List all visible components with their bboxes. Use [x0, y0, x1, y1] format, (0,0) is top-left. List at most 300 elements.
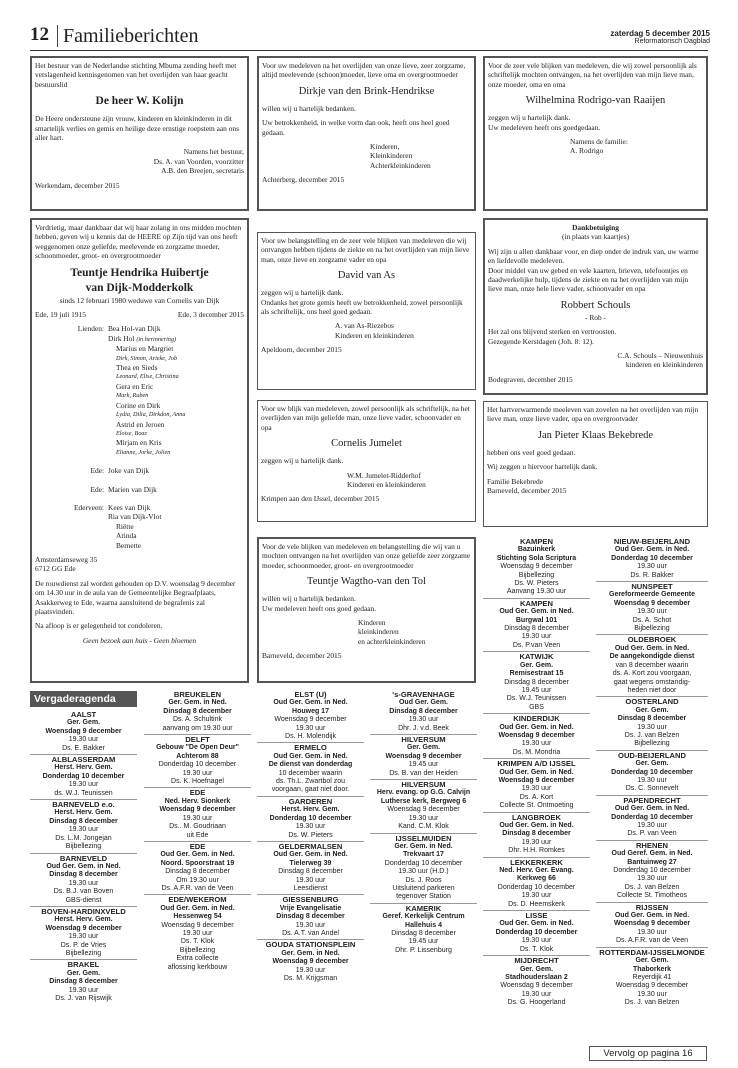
agenda-entry — [257, 895, 364, 940]
agenda-detail: Ds. G. Hoogerland — [507, 999, 566, 1007]
agenda-place: OLDEBROEK — [627, 635, 677, 645]
agenda-column-5 — [483, 537, 590, 1009]
agenda-church: Ger. Gem. — [635, 957, 669, 965]
agenda-entry — [483, 714, 590, 759]
agenda-detail: Ds. W. Pieters — [288, 831, 333, 839]
relative-name: Gera en Eric — [116, 381, 154, 391]
agenda-date: Kerkweg 66 — [517, 875, 556, 883]
agenda-place: BARNEVELD — [59, 853, 108, 863]
section-title: Familieberichten — [63, 25, 199, 47]
agenda-entry — [370, 904, 477, 956]
agenda-place: KRIMPEN A/D IJSSEL — [497, 759, 576, 769]
issue-date: zaterdag 5 december 2015 — [610, 29, 710, 38]
signature-line: kleinkinderen — [358, 627, 399, 637]
agenda-column-2 — [144, 690, 251, 973]
signature-line: kinderen en kleinkinderen — [625, 360, 703, 370]
agenda-date: Stichting Sola Scriptura — [496, 554, 577, 562]
agenda-date: Bantuinweg 27 — [627, 858, 677, 866]
relative-name: Bernette — [116, 540, 142, 550]
notice-schouls — [483, 218, 708, 395]
notice-body: Ondanks het grote gemis heeft uw betrokkenheid, zowel persoonlijk als schriftelijk, ons heel goed gedaan. — [261, 297, 463, 317]
agenda-detail: ds. Th.L. Zwartbol zou — [275, 778, 346, 786]
notice-intro: Voor uw blijk van medeleven, zowel persoonlijk als schriftelijk, na het overlijden van mijn geliefde man, onze lieve vader, schoonvader en opa — [261, 404, 470, 432]
agenda-detail: 10 december waarin — [278, 769, 343, 777]
agenda-entry — [483, 813, 590, 858]
agenda-date: Lutherse kerk, Bergweg 6 — [380, 797, 467, 805]
deceased-name: David van As — [337, 270, 396, 282]
agenda-entry — [596, 841, 708, 903]
signature-line: A. Rodrigo — [570, 146, 604, 156]
agenda-place: GIESSENBURG — [282, 895, 339, 905]
agenda-detail: voorgaan, gaat niet door. — [271, 786, 350, 794]
agenda-church: Herv. evang. op G.G. Calvijn — [376, 789, 471, 797]
notice-subtitle: (in plaats van kaartjes) — [561, 232, 630, 242]
agenda-detail: Ds. E. Bakker — [62, 744, 105, 752]
agenda-entry — [257, 842, 364, 895]
relative-name: Mirjam en Kris — [116, 438, 162, 448]
agenda-entry — [30, 960, 137, 1004]
agenda-detail: ds. A. Kort zou voorgaan, — [612, 670, 692, 678]
agenda-detail: Dinsdag 8 december — [278, 868, 343, 876]
agenda-church: Oud Ger. Gem. in Ned. — [499, 822, 574, 829]
agenda-detail: 19.30 uur — [521, 740, 552, 748]
agenda-date: Dinsdag 8 december — [389, 707, 458, 715]
agenda-detail: Dhr. H.H. Romkes — [508, 847, 565, 855]
agenda-date: Woensdag 9 december — [498, 731, 575, 739]
agenda-church: Oud Geref. Gem. in Ned. — [611, 850, 693, 858]
agenda-place: IJSSELMUIDEN — [395, 833, 452, 843]
agenda-detail: aanvang om 19.30 uur — [162, 724, 233, 732]
agenda-place: EDE — [189, 841, 206, 851]
agenda-detail: Ds. A.T. van Andel — [282, 929, 339, 937]
deceased-name-line2: van Dijk-Modderkolk — [85, 281, 194, 294]
agenda-church: Ger. Gem. — [635, 706, 669, 714]
notice-van-as — [257, 232, 476, 390]
relative-name: Ria van Dijk-Vlot — [108, 512, 162, 522]
agenda-church: Ger. Gem. in Ned. — [281, 949, 340, 957]
agenda-detail: Leesdienst — [293, 884, 328, 892]
deceased-name: Jan Pieter Klaas Bekebrede — [537, 429, 654, 441]
agenda-date: Dinsdag 8 december — [276, 913, 345, 921]
agenda-place: NUNSPEET — [631, 582, 673, 592]
agenda-date: Donderdag 10 december — [611, 813, 693, 821]
agenda-date: Hallehuis 4 — [405, 921, 442, 929]
notice-body: Uw medeleven heeft ons goed gedaan. — [262, 603, 377, 613]
agenda-place: ERMELO — [294, 743, 327, 753]
signature-line: Familie Bekebrede — [487, 476, 544, 486]
agenda-detail: Aanvang 19.30 uur — [506, 588, 567, 596]
agenda-place: GARDEREN — [288, 796, 333, 806]
notice-bekebrede — [483, 401, 708, 527]
agenda-detail: 19.30 uur — [182, 814, 213, 822]
agenda-detail: Woensdag 9 december — [500, 982, 573, 990]
agenda-church: Ger. Gem. — [519, 661, 554, 669]
agenda-entry — [596, 635, 708, 697]
agenda-detail: Ds. A.F.R. van de Veen — [616, 937, 688, 945]
agenda-detail: 19.30 uur — [295, 966, 326, 974]
agenda-detail: 19.30 uur — [68, 736, 99, 744]
agenda-detail: Ds. M. Mondria — [512, 748, 561, 756]
agenda-detail: Ds. P.van Veen — [512, 641, 561, 649]
place-date: Barneveld, december 2015 — [262, 651, 342, 661]
agenda-church: Ger. Gem. — [519, 965, 554, 973]
agenda-detail: Collecte St. Ontmoeting — [499, 802, 574, 810]
signature-line: W.M. Jumelet-Ridderhof — [347, 470, 421, 480]
agenda-detail: 19.30 uur — [637, 990, 667, 998]
agenda-detail: 19.30 uur — [295, 724, 326, 732]
notice-title: Dankbetuiging — [572, 223, 619, 232]
notice-intro: Voor uw medeleven na het overlijden van onze lieve, zeer zorgzame, altijd meelevende (schoon)moeder, lieve oma en overgrootmoeder — [262, 61, 466, 80]
agenda-detail: Ds.. M. Goudriaan — [169, 823, 226, 831]
agenda-church: Ned. Herv. Sionkerk — [164, 797, 231, 805]
agenda-entry — [596, 903, 708, 948]
agenda-entry — [596, 582, 708, 635]
agenda-detail: Bijbellezing — [634, 625, 670, 633]
signature-line: A.B. den Breejen, secretaris — [161, 166, 244, 176]
agenda-date: Donderdag 10 december — [611, 768, 693, 776]
agenda-entry — [370, 834, 477, 904]
agenda-detail: 19.30 uur — [68, 781, 99, 789]
agenda-date: Stadhouderslaan 2 — [505, 973, 568, 981]
agenda-church: Oud Ger. Gem. in Ned. — [499, 920, 574, 928]
page-number: 12 — [30, 24, 49, 45]
place-date: Barneveld, december 2015 — [487, 486, 567, 496]
agenda-church: Bazuinkerk — [517, 546, 556, 554]
relative-name: Thea en Sieds — [116, 363, 158, 373]
agenda-title: Vergaderagenda — [30, 691, 137, 707]
signature-line: Kinderen en kleinkinderen — [335, 330, 414, 340]
agenda-detail: 19.45 uur — [408, 938, 439, 946]
deceased-name: Wilhelmina Rodrigo-van Raaijen — [525, 95, 666, 107]
agenda-date: Remisestraat 15 — [509, 670, 564, 678]
notice-body: Uw medeleven heeft ons goedgedaan. — [488, 122, 601, 132]
agenda-detail: 19.30 uur — [637, 875, 667, 883]
relative-name: Marius en Margriet — [116, 344, 174, 354]
place-date: Bodegraven, december 2015 — [488, 374, 573, 384]
agenda-place: KAMERIK — [405, 903, 442, 913]
agenda-detail: Ds. P. van Veen — [627, 830, 677, 838]
agenda-detail: GBS-dienst — [65, 896, 102, 904]
agenda-detail: 19.30 uur — [408, 814, 439, 822]
agenda-entry — [483, 599, 590, 652]
agenda-entry — [257, 690, 364, 743]
agenda-date: Dinsdag 8 december — [49, 817, 118, 825]
agenda-detail: Dhr. P. Lissenburg — [395, 946, 452, 954]
agenda-detail: aflossing kerkbouw — [167, 963, 228, 971]
agenda-place: RIJSSEN — [635, 902, 669, 912]
notice-jumelet — [257, 400, 476, 522]
agenda-entry — [483, 759, 590, 812]
agenda-church: Oud Ger. Gem. in Ned. — [46, 862, 121, 870]
agenda-entry — [370, 780, 477, 833]
address-line: Amsterdamseweg 35 — [35, 554, 98, 564]
agenda-date: Tielerweg 39 — [289, 859, 332, 867]
agenda-detail: Woensdag 9 december — [500, 563, 573, 571]
notice-body: Uw betrokkenheid, in welke vorm dan ook, heeft ons heel goed gedaan. — [262, 118, 450, 137]
place-date: Werkendam, december 2015 — [35, 180, 120, 190]
notice-kolijn — [30, 56, 249, 211]
agenda-detail: 19.30 uur — [521, 838, 552, 846]
agenda-detail: Ds. P. de Vries — [60, 941, 107, 949]
agenda-place: BARNEVELD e.o. — [52, 800, 115, 810]
notice-body: De Heere ondersteune zijn vrouw, kinderen en kleinkinderen in dit smartelijk verlies en gemis en heilige deze ernstige roepstem aan ons aller hart. — [35, 114, 239, 143]
thanks-line: willen wij u hartelijk bedanken. — [262, 594, 356, 604]
relative-name: Dirk Hol (in herinnering) — [108, 333, 177, 343]
agenda-detail: 19.30 uur — [68, 826, 99, 834]
agenda-place: KATWIJK — [519, 652, 554, 662]
agenda-church: Ger. Gem. — [66, 969, 101, 977]
agenda-detail: Ds. H. Molendijk — [285, 733, 336, 741]
agenda-date: Burgwal 101 — [515, 616, 558, 624]
agenda-place: KAMPEN — [520, 598, 553, 608]
agenda-church: Herst. Herv. Gem. — [54, 809, 113, 817]
agenda-detail: van 8 december waarin — [615, 661, 689, 669]
agenda-place: KINDERDIJK — [513, 714, 560, 724]
thanks-line: zeggen wij u hartelijk dank. — [261, 456, 344, 466]
agenda-date: Woensdag 9 december — [613, 920, 691, 928]
notice-van-dijk — [30, 218, 249, 683]
agenda-detail: Dhr. J. v.d. Beek — [398, 724, 449, 732]
agenda-entry — [30, 907, 137, 960]
agenda-entry — [483, 537, 590, 599]
agenda-date: Woensdag 9 december — [272, 958, 349, 966]
agenda-detail: Ds. M. Krijgsman — [283, 975, 338, 982]
notice-raaijen — [483, 56, 708, 211]
agenda-detail: Ds. J. van Rijswijk — [55, 995, 112, 1002]
agenda-detail: 19.30 uur — [408, 716, 439, 724]
agenda-date: Dinsdag 8 december — [49, 978, 118, 986]
agenda-detail: Dinsdag 8 december — [165, 868, 230, 876]
agenda-place: BOVEN-HARDINXVELD — [41, 906, 126, 916]
agenda-church: Gereformeerde Gemeente — [609, 591, 695, 599]
agenda-date: Donderdag 10 december — [269, 814, 352, 822]
agenda-detail: Ds. J. van Belzen — [624, 999, 680, 1007]
notice-tol — [257, 537, 476, 683]
agenda-entry — [144, 842, 251, 895]
agenda-place: HILVERSUM — [401, 735, 446, 745]
funeral-info: De rouwdienst zal worden gehouden op D.V. woensdag 9 december om 14.30 uur in de aula van de Gemeentelijke Begraafplaats, Asakkerweg te Ede, waarna aansluitend de begrafenis zal plaatsvinden. — [35, 578, 236, 616]
agenda-date: De aangekondigde dienst — [609, 653, 695, 661]
deceased-name: Teuntje Hendrika Huibertje — [70, 266, 209, 279]
relatives-ede-1 — [35, 466, 244, 475]
agenda-column-1 — [30, 710, 137, 1004]
agenda-place: KAMPEN — [520, 537, 553, 546]
agenda-entry — [257, 743, 364, 796]
agenda-place: BRAKEL — [67, 960, 100, 970]
agenda-detail: Ds. W. Pieters — [514, 580, 559, 588]
notice-body: Door middel van uw gebed en vele kaarten, brieven, telefoontjes en daadwerkelijke hulp, tijdens de ziekte en na het overlijden van mijn lieve man, onze hele lieve vader, schoonvader en opa — [488, 265, 689, 294]
agenda-church: Ger. Gem. — [406, 744, 441, 752]
agenda-date: Woensdag 9 december — [45, 727, 122, 735]
place-date: Achterberg, december 2015 — [262, 175, 345, 185]
agenda-detail: Woensdag 9 december — [161, 921, 234, 929]
agenda-detail: Bijbellezing — [65, 843, 102, 851]
agenda-detail: 19.30 uur — [637, 723, 667, 731]
notice-intro: Voor uw belangstelling en de zeer vele blijken van medeleven die wij ontvangen hebben tijdens de ziekte en na het overlijden van mijn lieve man, onze lieve en zorgzame vader en opa — [261, 236, 470, 264]
agenda-detail: 19.30 uur — [637, 608, 667, 616]
agenda-place: NIEUW-BEIJERLAND — [613, 537, 691, 546]
agenda-detail: Om 19.30 uur — [176, 876, 219, 884]
relative-name: Marien van Dijk — [108, 484, 157, 494]
agenda-date: Woensdag 9 december — [498, 776, 575, 784]
notice-body: Het zal ons blijvend sterken en vertroosten. — [488, 327, 617, 337]
header-divider — [57, 25, 58, 47]
agenda-church: Herst. Herv. Gem. — [54, 764, 113, 772]
agenda-place: DELFT — [185, 735, 210, 745]
address-line: 6712 GG Ede — [35, 564, 76, 574]
agenda-detail: 19.30 uur — [295, 823, 326, 831]
notice-brink — [257, 56, 476, 211]
agenda-detail: Bijbellezing — [634, 740, 670, 748]
agenda-place: LEKKERKERK — [510, 857, 563, 867]
agenda-detail: 19.30 uur — [68, 933, 99, 941]
agenda-detail: Ds. J. van Belzen — [624, 883, 680, 891]
agenda-date: Woensdag 9 december — [45, 924, 122, 932]
signature-line: Kinderen — [358, 618, 386, 628]
notice-intro: Voor de zeer vele blijken van medeleven, die wij zowel persoonlijk als schriftelijk mochten ontvangen, na het overlijden van mijn lieve man, onze moeder, oma en oma — [488, 61, 697, 89]
signature-line: Achterkleinkinderen — [370, 160, 431, 170]
agenda-detail: 19.30 uur — [521, 937, 552, 945]
agenda-place: LANGBROEK — [512, 812, 561, 822]
agenda-place: GOUDA STATIONSPLEIN — [265, 940, 356, 950]
relative-name: Corine en Dirk — [116, 400, 161, 410]
agenda-entry — [483, 858, 590, 911]
signature-line: Kinderen en kleinkinderen — [347, 480, 426, 490]
thanks-line: zeggen wij u hartelijk dank. — [261, 288, 344, 298]
agenda-detail: 19.45 uur — [521, 686, 552, 694]
signature-line: Kinderen, — [370, 142, 400, 152]
agenda-detail: Bijbellezing — [65, 949, 102, 957]
agenda-church: Oud Ger. Gem. in Ned. — [499, 608, 574, 616]
header-rule — [30, 50, 708, 51]
agenda-place: ELST (U) — [294, 690, 327, 699]
agenda-detail: Reyerdijk 41 — [632, 973, 672, 981]
agenda-detail: 19.30 uur — [295, 876, 326, 884]
agenda-place: MIJDRECHT — [514, 956, 559, 966]
agenda-place: GELDERMALSEN — [278, 841, 343, 851]
agenda-detail: 19.30 uur — [637, 928, 667, 936]
agenda-detail: Ds. K. Hoefnagel — [171, 778, 224, 786]
grandchildren-names: Leonard, Elise, Christina — [116, 373, 179, 381]
grandchildren-names: Lydia, Dilia, Dirkdon, Anna — [116, 411, 186, 419]
agenda-detail: Ds. A.F.R. van de Veen — [161, 884, 234, 892]
agenda-date: De dienst van donderdag — [268, 761, 353, 769]
agenda-detail: Ds. B. van der Heiden — [389, 769, 458, 777]
agenda-place: ALBLASSERDAM — [51, 755, 116, 765]
agenda-date: Trekvaart 17 — [403, 851, 444, 859]
signature-line: Namens het bestuur, — [183, 147, 244, 157]
agenda-entry — [596, 948, 708, 1009]
agenda-detail: uit Ede — [186, 831, 209, 839]
place-date: Krimpen aan den IJssel, december 2015 — [261, 494, 380, 504]
agenda-detail: Uitsluitend parkeren — [392, 884, 455, 892]
condolence-info: Na afloop is er gelegenheid tot condoleren. — [35, 621, 163, 631]
agenda-column-4 — [370, 690, 477, 956]
signature-line: Ds. A. van Voorden, voorzitter — [153, 156, 244, 166]
agenda-date: Hessenweg 54 — [173, 913, 222, 921]
agenda-date: Dinsdag 8 december — [617, 715, 687, 723]
agenda-detail: 19.45 uur — [408, 761, 439, 769]
agenda-entry — [30, 800, 137, 853]
agenda-detail: Donderdag 10 december — [158, 761, 237, 769]
birth-date: Ede, 19 juli 1915 — [35, 310, 86, 320]
agenda-detail: Dinsdag 8 december — [391, 929, 456, 937]
deceased-name: Robbert Schouls — [560, 299, 631, 311]
agenda-detail: Ds. A. Schultink — [172, 716, 223, 724]
agenda-detail: gaat wegens omstandig- — [613, 678, 691, 686]
agenda-place: LISSE — [525, 911, 548, 921]
agenda-date: Dinsdag 8 december — [49, 871, 118, 879]
deceased-name: Teuntje Wagtho-van den Tol — [307, 576, 426, 588]
signature-line: C.A. Schouls – Nieuwenhuis — [617, 351, 703, 361]
agenda-church: Vrije Evangelisatie — [279, 904, 342, 912]
agenda-church: Oud Ger. Gem. in Ned. — [499, 723, 574, 731]
relatives-place: Ede: — [90, 466, 104, 476]
agenda-entry — [30, 755, 137, 800]
relative-name: Astrid en Jeroen — [116, 419, 165, 429]
agenda-date: Donderdag 10 december — [495, 928, 578, 936]
agenda-date: Woensdag 9 december — [613, 599, 691, 607]
agenda-detail: Ds. T. Klok — [519, 945, 554, 953]
agenda-place: 's-GRAVENHAGE — [392, 690, 455, 699]
grandchildren-names: Dirk, Simon, Arieke, Job — [116, 354, 178, 362]
relative-name: Bea Hol-van Dijk — [108, 324, 161, 334]
place-date: Apeldoorn, december 2015 — [261, 345, 342, 355]
agenda-detail: Bijbellezing — [518, 571, 555, 579]
agenda-detail: Ds. R. Bakker — [630, 571, 674, 579]
visit-note: Geen bezoek aan huis - Geen bloemen — [82, 635, 197, 645]
deceased-nickname: - Rob - — [585, 312, 606, 322]
agenda-date: Dinsdag 8 december — [502, 830, 571, 838]
signature-line: Kleinkinderen — [370, 151, 413, 161]
grandchildren-names: Eloise, Boaz — [116, 429, 147, 437]
agenda-place: OOSTERLAND — [625, 697, 679, 707]
agenda-place: PAPENDRECHT — [623, 795, 681, 805]
agenda-date: Woensdag 9 december — [159, 806, 236, 814]
agenda-date: Donderdag 10 december — [42, 772, 125, 780]
agenda-place: EDE — [189, 788, 206, 798]
agenda-detail: Woensdag 9 december — [274, 716, 347, 724]
agenda-detail: heden niet door — [627, 686, 677, 694]
agenda-place: AALST — [70, 710, 97, 719]
agenda-detail: 19.30 uur — [68, 986, 99, 994]
agenda-church: Oud Ger. Gem. in Ned. — [614, 644, 690, 652]
continued-page-note: Vervolg op pagina 16 — [589, 1046, 707, 1061]
relatives-place: Ede: — [90, 484, 104, 494]
agenda-detail: Dinsdag 8 december — [504, 678, 569, 686]
agenda-date: Thaborkerk — [632, 965, 672, 973]
agenda-entry — [257, 797, 364, 842]
agenda-church: Oud Ger. Gem. in Ned. — [160, 851, 235, 859]
bible-text: Gezegende Kerstdagen (Joh. 8: 12). — [488, 336, 594, 346]
agenda-church: Oud Ger. Gem. in Ned. — [614, 546, 690, 554]
agenda-detail: Ds. T. Klok — [180, 938, 215, 946]
agenda-entry — [30, 710, 137, 755]
agenda-detail: 19.30 uur — [637, 563, 667, 571]
thanks-line: willen wij u hartelijk bedanken. — [262, 103, 356, 113]
agenda-church: Ger. Gem. in Ned. — [394, 842, 453, 850]
agenda-church: Gebouw "De Open Deur" — [156, 744, 239, 752]
agenda-entry — [596, 796, 708, 841]
agenda-entry — [596, 697, 708, 750]
agenda-entry — [596, 751, 708, 796]
agenda-detail: Ds. L.M. Jongejan — [55, 834, 112, 842]
agenda-church: Ned. Herv. Ger. Evang. — [499, 867, 574, 875]
memory-note: (in herinnering) — [136, 335, 177, 343]
notice-intro: Voor de vele blijken van medeleven en belangstelling die wij van u mochten ontvangen na het overlijden van onze geliefde zeer zorgzame moeder, schoonmoeder, groot- en overgrootmoeder — [262, 542, 471, 570]
agenda-church: Oud Ger. Gem. — [398, 699, 448, 707]
agenda-detail: 19.30 uur — [637, 776, 667, 784]
